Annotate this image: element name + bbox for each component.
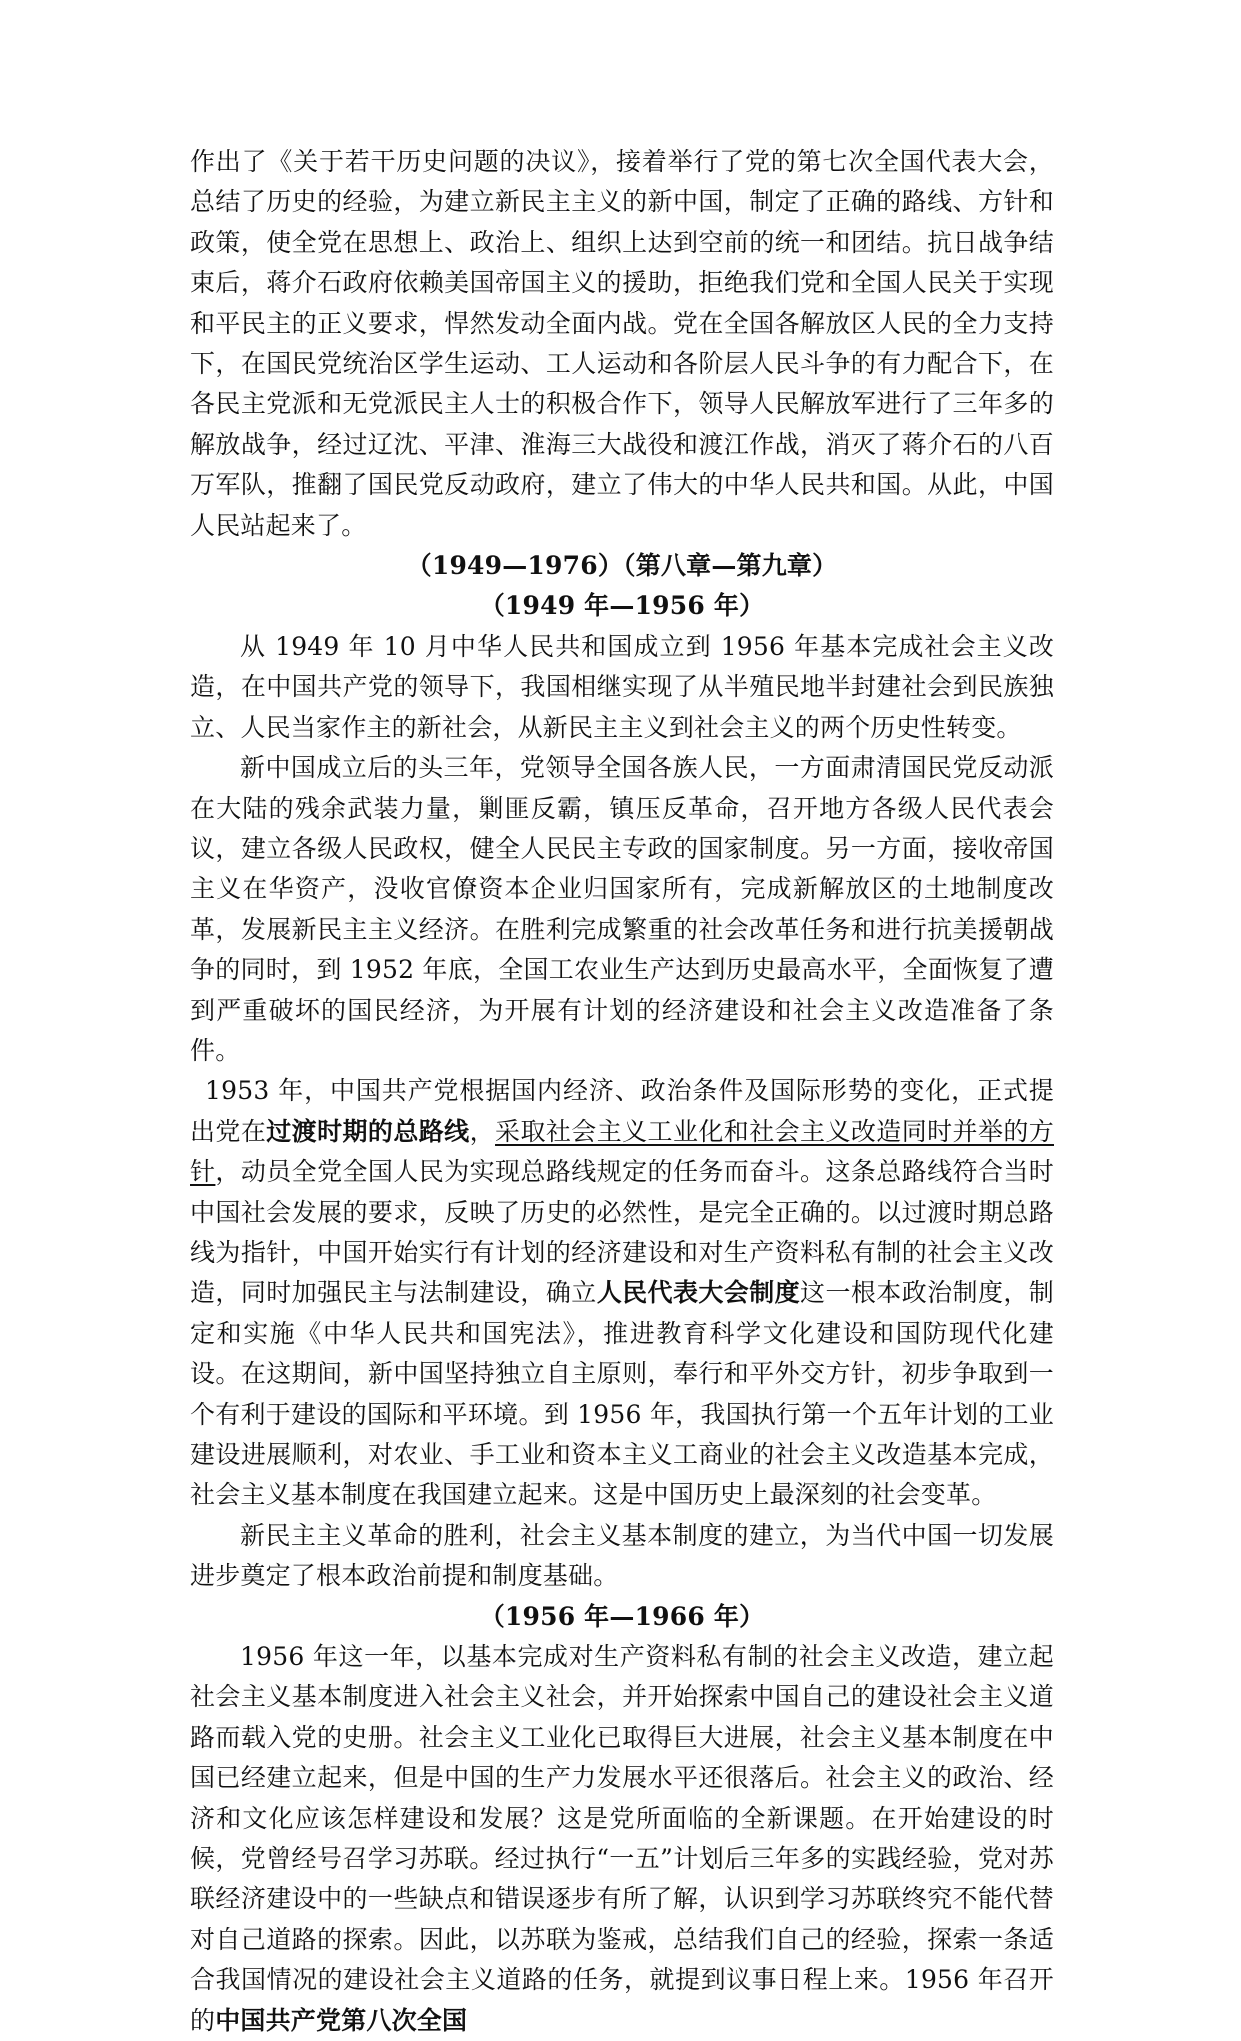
p1953-text-1: 1953 年，中国共产党根据国内经济、政治条件及国际形势的变化，正式提出党在 [190,1076,1054,1146]
paragraph-1956 [190,1637,1054,2041]
section-title-1949-1976: （1949—1976）（第八章—第九章） [406,551,838,581]
section-title-1956-1966: （1956 年—1966 年） [479,1601,765,1631]
paragraph-conclusion: 新民主主义革命的胜利，社会主义基本制度的建立，为当代中国一切发展进步奠定了根本政治前提和制度基础。 [190,1520,1054,1591]
general-line-policy: 采取社会主义工业化和社会主义改造同时并举的方针 [190,1116,1054,1187]
section-title-1949-1956: （1949 年—1956 年） [479,591,765,621]
p1953-text-2: ， [469,1116,496,1146]
document-body [190,142,1054,2041]
peoples-congress-term: 人民代表大会制度 [596,1278,801,1308]
paragraph-1953-general-line [190,1071,1054,1515]
paragraph-first-three-years: 新中国成立后的头三年，党领导全国各族人民，一方面肃清国民党反动派在大陆的残余武装力量，剿匪反霸，镇压反革命，召开地方各级人民代表会议，建立各级人民政权，健全人民民主专政的国家制度。另一方面，接收帝国主义在华资产，没收官僚资本企业归国家所有，完成新解放区的土地制度改革，发展新民主主义经济。在胜利完成繁重的社会改革任务和进行抗美援朝战争的同时，到 1952 年底，全国工农业生产达到历史最高水平，全面恢复了遭到严重破坏的国民经济，为开展有计划的经济建设和社会主义改造准备了条件。 [190,753,1054,1065]
general-line-term: 过渡时期的总路线 [266,1116,470,1146]
intro-paragraph: 作出了《关于若干历史问题的决议》，接着举行了党的第七次全国代表大会，总结了历史的经验，为建立新民主主义的新中国，制定了正确的路线、方针和政策，使全党在思想上、政治上、组织上达到空前的统一和团结。抗日战争结束后，蒋介石政府依赖美国帝国主义的援助，拒绝我们党和全国人民关于实现和平民主的正义要求，悍然发动全面内战。党在全国各解放区人民的全力支持下，在国民党统治区学生运动、工人运动和各阶层人民斗争的有力配合下，在各民主党派和无党派民主人士的积极合作下，领导人民解放军进行了三年多的解放战争，经过辽沈、平津、淮海三大战役和渡江作战，消灭了蒋介石的八百万军队，推翻了国民党反动政府，建立了伟大的中华人民共和国。从此，中国人民站起来了。 [190,147,1054,540]
p1953-text-4: 这一根本政治制度，制定和实施《中华人民共和国宪法》，推进教育科学文化建设和国防现代化建设。在这期间，新中国坚持独立自主原则，奉行和平外交方针，初步争取到一个有利于建设的国际和平环境。到 1956 年，我国执行第一个五年计划的工业建设进展顺利，对农业、手工业和资本主义工商业的社会主义改造基本完成，社会主义基本制度在我国建立起来。这是中国历史上最深刻的社会变革。 [190,1278,1054,1510]
p1956-text-1: 1956 年这一年，以基本完成对生产资料私有制的社会主义改造，建立起社会主义基本制度进入社会主义社会，并开始探索中国自己的建设社会主义道路而载入党的史册。社会主义工业化已取得巨大进展，社会主义基本制度在中国已经建立起来，但是中国的生产力发展水平还很落后。社会主义的政治、经济和文化应该怎样建设和发展？这是党所面临的全新课题。在开始建设的时候，党曾经号召学习苏联。经过执行“一五”计划后三年多的实践经验，党对苏联经济建设中的一些缺点和错误逐步有所了解，认识到学习苏联终究不能代替对自己道路的探索。因此，以苏联为鉴戒，总结我们自己的经验，探索一条适合我国情况的建设社会主义道路的任务，就提到议事日程上来。1956 年召开的 [190,1642,1054,2035]
eighth-congress-term: 中国共产党第八次全国 [215,2005,468,2035]
paragraph-1949-1956-overview: 从 1949 年 10 月中华人民共和国成立到 1956 年基本完成社会主义改造，在中国共产党的领导下，我国相继实现了从半殖民地半封建社会到民族独立、人民当家作主的新社会，从新民主主义到社会主义的两个历史性转变。 [190,631,1054,742]
p1953-text-3: ，动员全党全国人民为实现总路线规定的任务而奋斗。这条总路线符合当时中国社会发展的要求，反映了历史的必然性，是完全正确的。以过渡时期总路线为指针，中国开始实行有计划的经济建设和对生产资料私有制的社会主义改造，同时加强民主与法制建设，确立 [190,1157,1054,1308]
